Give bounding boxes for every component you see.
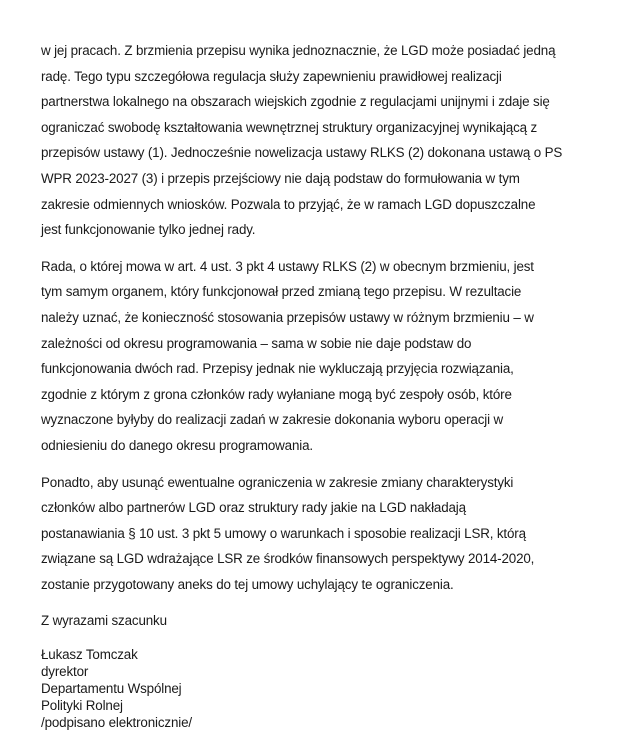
text-line: wyznaczone byłyby do realizacji zadań w zakresie dokonania wyboru operacji w — [41, 412, 503, 428]
text-line: zgodnie z którym z grona członków rady wyłaniane mogą być zespoły osób, które — [41, 386, 512, 402]
text-line: WPR 2023-2027 (3) i przepis przejściowy nie dają podstaw do formułowania w tym — [41, 170, 520, 186]
text-line: zależności od okresu programowania – sama w sobie nie daje podstaw do — [41, 335, 472, 351]
letter-body — [41, 38, 601, 647]
text-line: Ponadto, aby usunąć ewentualne ograniczenia w zakresie zmiany charakterystyki — [41, 474, 514, 490]
text-line: należy uznać, że konieczność stosowania przepisów ustawy w różnym brzmieniu – w — [41, 309, 534, 325]
text-line: radę. Tego typu szczegółowa regulacja służy zapewnieniu prawidłowej realizacji — [41, 68, 502, 84]
paragraph-3 — [41, 470, 601, 598]
text-line: funkcjonowania dwóch rad. Przepisy jednak nie wykluczają przyjęcia rozwiązania, — [41, 361, 514, 377]
paragraph-2 — [41, 254, 601, 459]
text-line: Rada, o której mowa w art. 4 ust. 3 pkt 4 ustawy RLKS (2) w obecnym brzmieniu, jest — [41, 258, 534, 274]
signatory-department-2: Polityki Rolnej — [41, 698, 123, 713]
text-line: odniesieniu do danego okresu programowania. — [41, 437, 313, 453]
text-line: związane są LGD wdrażające LSR ze środków finansowych perspektywy 2014-2020, — [41, 551, 535, 567]
text-line: członków albo partnerów LGD oraz struktury rady jakie na LGD nakładają — [41, 500, 466, 516]
signatory-name: Łukasz Tomczak — [41, 647, 138, 662]
text-line: w jej pracach. Z brzmienia przepisu wynika jednoznacznie, że LGD może posiadać jedną — [41, 43, 556, 58]
text-line: tym samym organem, który funkcjonował przed zmianą tego przepisu. W rezultacie — [41, 284, 522, 300]
signatory-department: Departamentu Wspólnej — [41, 681, 182, 696]
signatory-title: dyrektor — [41, 664, 89, 679]
text-line: ograniczać swobodę kształtowania wewnętrznej struktury organizacyjnej wynikającą z — [41, 119, 538, 135]
signature-block — [41, 646, 192, 731]
text-line: postanawiania § 10 ust. 3 pkt 5 umowy o warunkach i sposobie realizacji LSR, którą — [41, 525, 526, 541]
text-line: jest funkcjonowanie tylko jednej rady. — [41, 222, 256, 238]
signature-note: /podpisano elektronicznie/ — [41, 715, 192, 730]
text-line: przepisów ustawy (1). Jednocześnie nowelizacja ustawy RLKS (2) dokonana ustawą o PS — [41, 145, 563, 161]
text-line: partnerstwa lokalnego na obszarach wiejskich zgodnie z regulacjami unijnymi i zdaje się — [41, 94, 550, 110]
paragraph-1 — [41, 38, 601, 243]
text-line: zostanie przygotowany aneks do tej umowy uchylający te ograniczenia. — [41, 576, 454, 592]
text-line: zakresie odmiennych wniosków. Pozwala to przyjąć, że w ramach LGD dopuszczalne — [41, 196, 536, 212]
closing-salutation: Z wyrazami szacunku — [41, 613, 167, 629]
